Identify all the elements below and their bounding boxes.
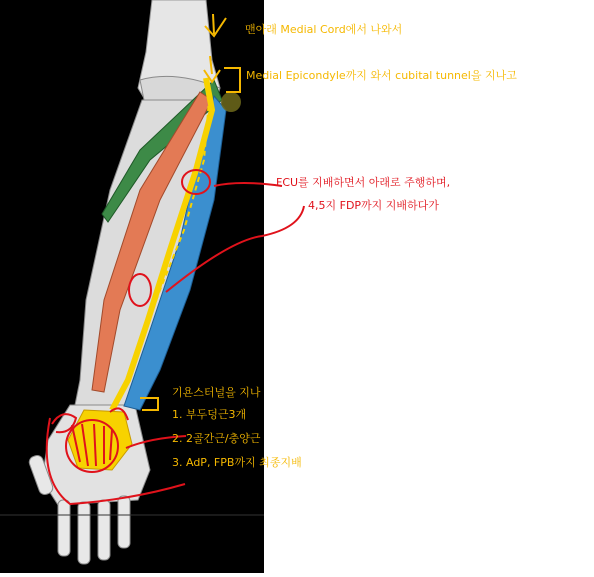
note-fcu: FCU를 지배하면서 아래로 주행하며, — [276, 176, 451, 189]
fdp-connector-line — [166, 206, 304, 292]
note-cubital-tunnel: Medial Epicondyle까지 와서 cubital tunnel을 지나고 — [246, 69, 517, 82]
fcu-connector-line — [214, 183, 282, 186]
note-medial-cord: 맨아래 Medial Cord에서 나와서 — [245, 23, 403, 36]
epicondyle-bracket — [224, 68, 240, 92]
note-interossei-lumbricals: 2. 2골간근/충양근 — [172, 432, 261, 445]
note-adp-fpb: 3. AdP, FPB까지 최종지배 — [172, 456, 302, 469]
note-guyon-canal: 기욘스터널을 지나 — [172, 386, 261, 399]
epicondyle-arrow — [204, 56, 220, 82]
note-hypothenar-muscles: 1. 부두덩근3개 — [172, 408, 247, 421]
note-fdp: 4,5지 FDP까지 지배하다가 — [308, 199, 439, 212]
guyon-bracket — [140, 398, 158, 410]
down-arrow — [205, 14, 226, 36]
